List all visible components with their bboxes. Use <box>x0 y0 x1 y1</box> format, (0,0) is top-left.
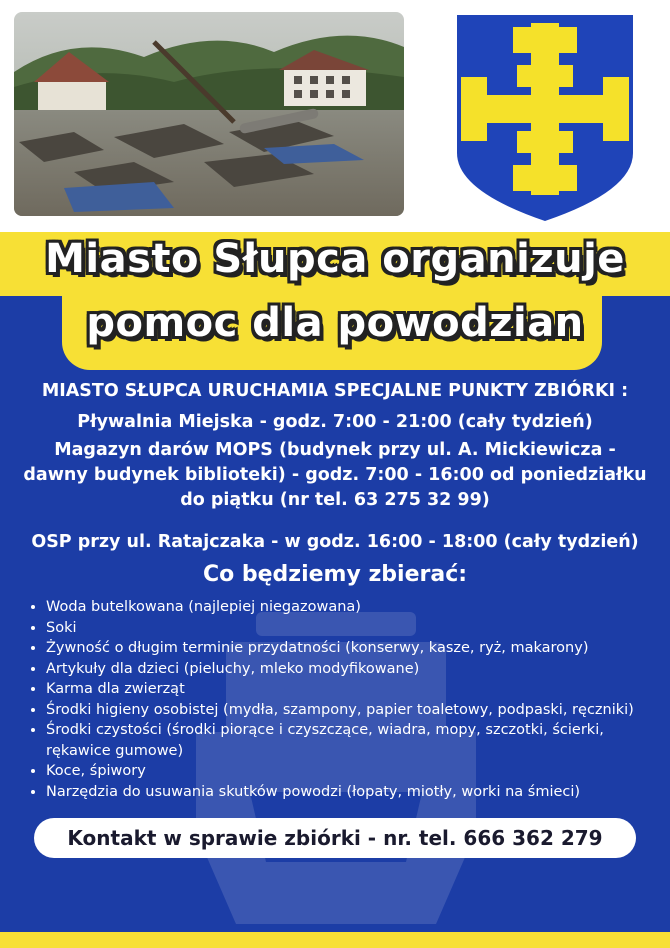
flood-photo <box>14 12 404 216</box>
list-item: • Środki czystości (środki piorące i czyszczące, wiadra, mopy, szczotki, ścierki, rękawice gumowe) <box>46 720 666 761</box>
list-item: • Narzędzia do usuwania skutków powodzi (łopaty, miotły, worki na śmieci) <box>46 782 666 803</box>
point-mops-line: Magazyn darów MOPS (budynek przy ul. A. Mickiewicza - <box>54 440 616 460</box>
collect-list <box>26 597 666 802</box>
point-mops-warehouse <box>0 438 670 513</box>
point-mops-line: do piątku (nr tel. 63 275 32 99) <box>180 490 490 510</box>
collect-heading: Co będziemy zbierać: <box>202 562 468 587</box>
bottom-band <box>0 932 670 948</box>
contact-banner: Kontakt w sprawie zbiórki - nr. tel. 666 362 279 <box>34 818 636 858</box>
list-item: • Koce, śpiwory <box>46 761 666 782</box>
title-line-2: pomoc dla powodzian <box>86 300 584 346</box>
point-mops-line: dawny budynek biblioteki) - godz. 7:00 - 16:00 od poniedziałku <box>23 465 647 485</box>
title-line-1: Miasto Słupca organizuje <box>45 236 625 282</box>
collection-points-heading: MIASTO SŁUPCA URUCHAMIA SPECJALNE PUNKTY ZBIÓRKI : <box>41 381 629 401</box>
list-item: • Artykuły dla dzieci (pieluchy, mleko modyfikowane) <box>46 659 666 680</box>
point-osp: OSP przy ul. Ratajczaka - w godz. 16:00 - 18:00 (cały tydzień) <box>31 532 639 552</box>
header-area <box>0 0 670 232</box>
list-item: • Żywność o długim terminie przydatności (konserwy, kasze, ryż, makarony) <box>46 638 666 659</box>
list-item: • Woda butelkowana (najlepiej niegazowana) <box>46 597 666 618</box>
list-item: • Soki <box>46 618 666 639</box>
city-coat-of-arms-icon <box>455 13 635 223</box>
point-swimming-pool: Pływalnia Miejska - godz. 7:00 - 21:00 (cały tydzień) <box>77 412 593 432</box>
list-item: • Karma dla zwierząt <box>46 679 666 700</box>
list-item: • Środki higieny osobistej (mydła, szampony, papier toaletowy, podpaski, ręczniki) <box>46 700 666 721</box>
